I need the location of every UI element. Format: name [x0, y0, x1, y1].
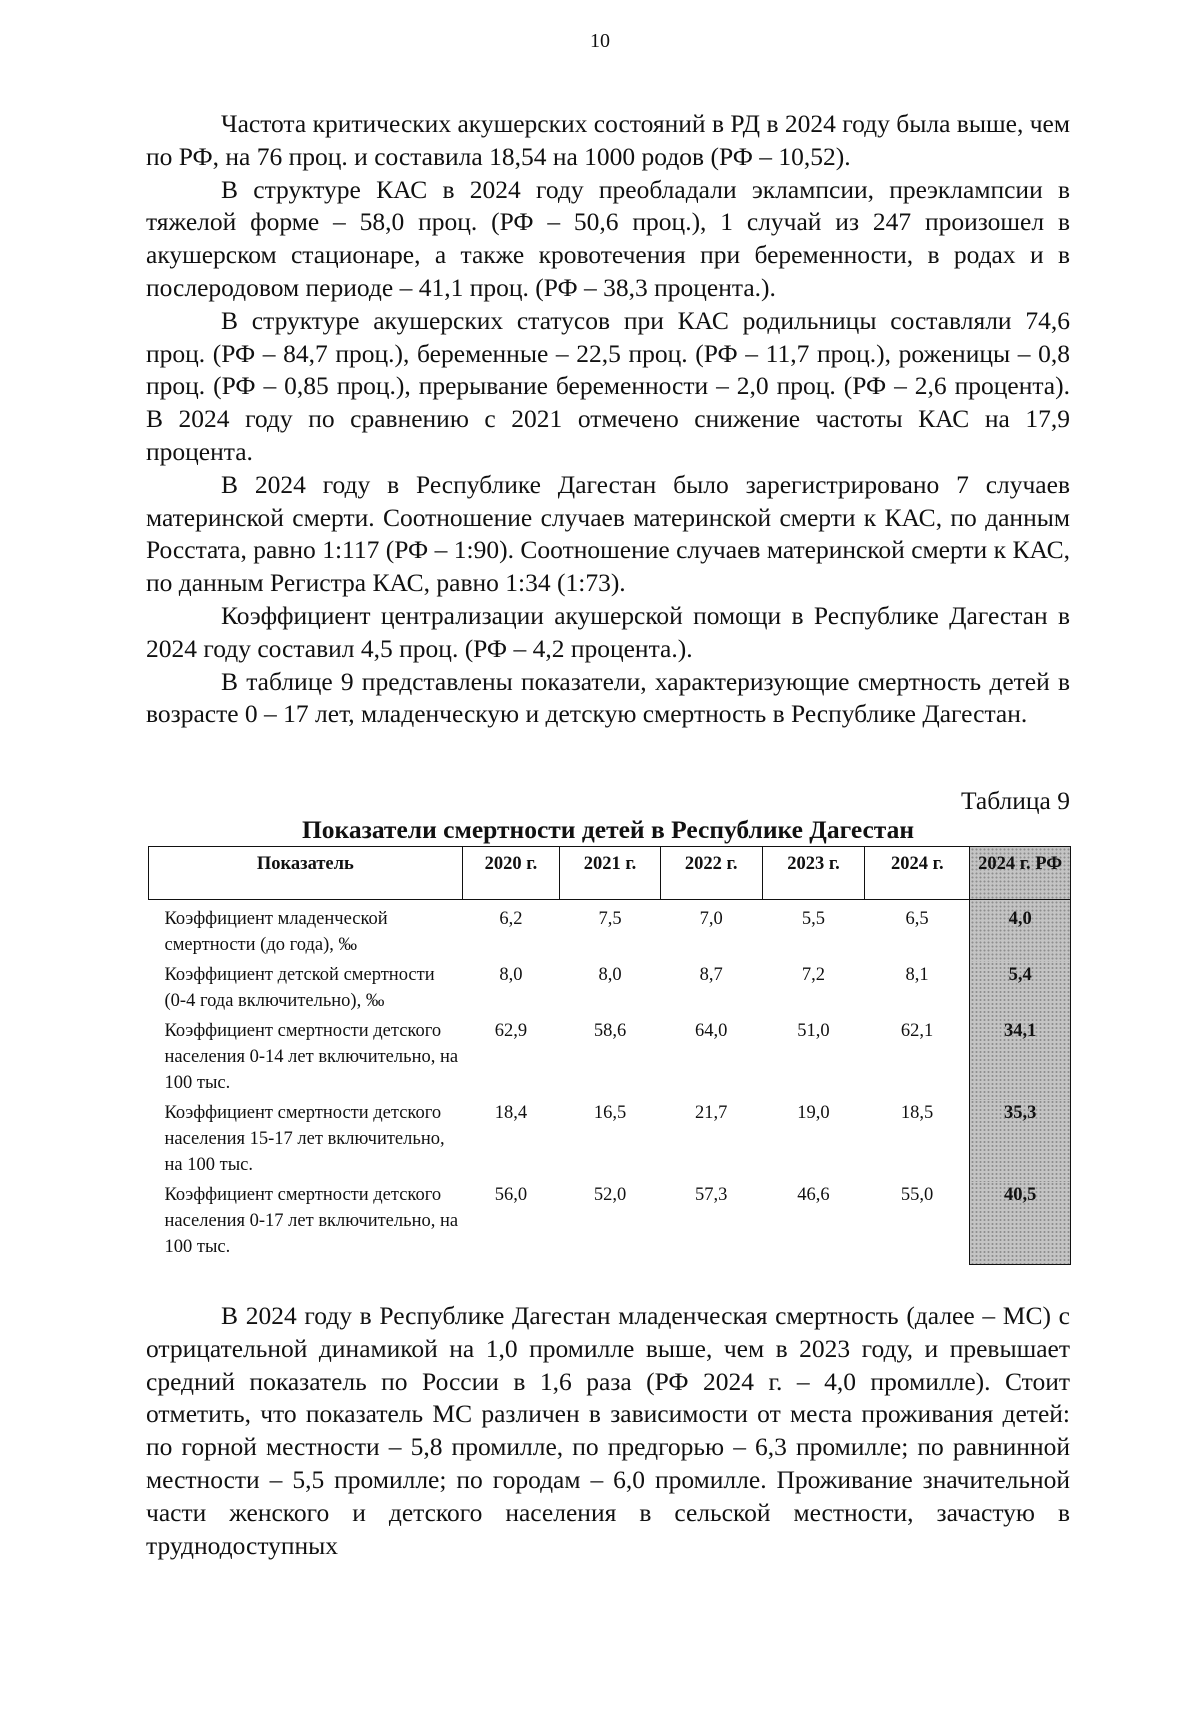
page-number: 10 — [590, 30, 610, 52]
table-cell: 8,7 — [699, 965, 723, 985]
table-cell: 46,6 — [797, 1185, 830, 1205]
paragraph: В 2024 году в Республике Дагестан было зарегистрировано 7 случаев материнской смерти. Соотношение случаев материнской смерти к КАС, по данным Росстата, равно 1:117 (РФ – 1:90). Соотношение случаев материнской смерти к КАС, по данным Регистра КАС, равно 1:34 (1:73). — [146, 469, 1070, 598]
paragraph: В структуре КАС в 2024 году преобладали эклампсии, преэклампсии в тяжелой форме – 58,0 проц. (РФ – 50,6 проц.), 1 случай из 247 произошел в акушерском стационаре, а также кровотечения при беременности, в родах и в послеродовом периоде – 41,1 проц. (РФ – 38,3 процента.). — [146, 174, 1070, 302]
table-header-row — [149, 847, 1071, 900]
table-cell: 6,2 — [499, 909, 523, 929]
table-title: Показатели смертности детей в Республике Дагестан — [301, 815, 915, 844]
table-cell: 5,5 — [801, 909, 826, 929]
table-row — [149, 900, 1071, 963]
row-label: Коэффициент детской смертности (0-4 года включительно), ‰ — [164, 965, 435, 1011]
table-number-label: Таблица 9 — [960, 786, 1070, 815]
table-cell: 40,5 — [970, 1182, 1071, 1264]
table-cell: 19,0 — [797, 1103, 830, 1123]
table-cell: 8,0 — [598, 965, 622, 985]
header-cell: 2023 г. — [762, 847, 865, 900]
table-cell: 18,5 — [900, 1103, 934, 1123]
table-cell: 64,0 — [695, 1021, 728, 1041]
header-cell: 2020 г. — [462, 847, 559, 900]
table-cell: 8,0 — [499, 965, 523, 985]
table-row — [149, 1182, 1071, 1264]
table-cell: 6,5 — [905, 909, 929, 929]
row-label: Коэффициент смертности детского населения 15-17 лет включительно, на 100 тыс. — [164, 1103, 445, 1175]
table-cell: 35,3 — [970, 1100, 1071, 1182]
table-cell: 18,4 — [494, 1103, 528, 1123]
table-cell: 21,7 — [695, 1103, 728, 1123]
header-cell: 2024 г. РФ — [970, 847, 1071, 900]
header-cell: 2024 г. — [865, 847, 970, 900]
header-cell: 2021 г. — [560, 847, 661, 900]
intro-text — [146, 108, 1070, 731]
table-cell: 52,0 — [593, 1185, 627, 1205]
table-cell: 7,2 — [801, 965, 826, 985]
table-cell: 58,6 — [593, 1021, 627, 1041]
header-cell: Показатель — [149, 847, 463, 900]
table-cell: 16,5 — [593, 1103, 627, 1123]
table-cell: 5,4 — [970, 962, 1071, 1018]
table-cell: 62,9 — [494, 1021, 528, 1041]
row-label: Коэффициент смертности детского населения 0-17 лет включительно, на 100 тыс. — [164, 1185, 459, 1257]
table-row — [149, 1018, 1071, 1100]
table-cell: 4,0 — [970, 900, 1071, 963]
table-row — [149, 1100, 1071, 1182]
table-cell: 34,1 — [970, 1018, 1071, 1100]
after-table-text — [146, 1300, 1070, 1562]
header-cell: 2022 г. — [660, 847, 762, 900]
paragraph: В таблице 9 представлены показатели, характеризующие смертность детей в возрасте 0 – 17 лет, младенческую и детскую смертность в Республике Дагестан. — [146, 666, 1070, 729]
row-label: Коэффициент младенческой смертности (до года), ‰ — [164, 909, 388, 955]
table-cell: 62,1 — [900, 1021, 934, 1041]
table-cell: 7,5 — [598, 909, 622, 929]
table-cell: 56,0 — [494, 1185, 528, 1205]
paragraph: В структуре акушерских статусов при КАС родильницы составляли 74,6 проц. (РФ – 84,7 проц.), беременные – 22,5 проц. (РФ – 11,7 проц.), роженицы – 0,8 проц. (РФ – 0,85 проц.), прерывание беременности – 2,0 проц. (РФ – 2,6 процента). В 2024 году по сравнению с 2021 отмечено снижение частоты КАС на 17,9 процента. — [146, 305, 1070, 466]
mortality-table — [148, 846, 1071, 1265]
table-cell: 8,1 — [905, 965, 929, 985]
paragraph: В 2024 году в Республике Дагестан младенческая смертность (далее – МС) с отрицательной динамикой на 1,0 промилле выше, чем в 2023 году, и превышает средний показатель по России в 1,6 раза (РФ 2024 г. – 4,0 промилле). Стоит отметить, что показатель МС различен в зависимости от места проживания детей: по горной местности – 5,8 промилле, по предгорью – 6,3 промилле; по равнинной местности – 5,5 промилле; по городам – 6,0 промилле. Проживание значительной части женского и детского населения в сельской местности, зачастую в труднодоступных — [146, 1301, 1070, 1560]
table-cell: 7,0 — [699, 909, 723, 929]
table-cell: 57,3 — [695, 1185, 728, 1205]
paragraph: Частота критических акушерских состояний в РД в 2024 году была выше, чем по РФ, на 76 проц. и составила 18,54 на 1000 родов (РФ – 10,52). — [146, 109, 1070, 171]
row-label: Коэффициент смертности детского населения 0-14 лет включительно, на 100 тыс. — [164, 1021, 459, 1093]
table-row — [149, 962, 1071, 1018]
paragraph: Коэффициент централизации акушерской помощи в Республике Дагестан в 2024 году составил 4,5 проц. (РФ – 4,2 процента.). — [146, 600, 1070, 663]
table-cell: 55,0 — [900, 1185, 934, 1205]
table-cell: 51,0 — [797, 1021, 830, 1041]
